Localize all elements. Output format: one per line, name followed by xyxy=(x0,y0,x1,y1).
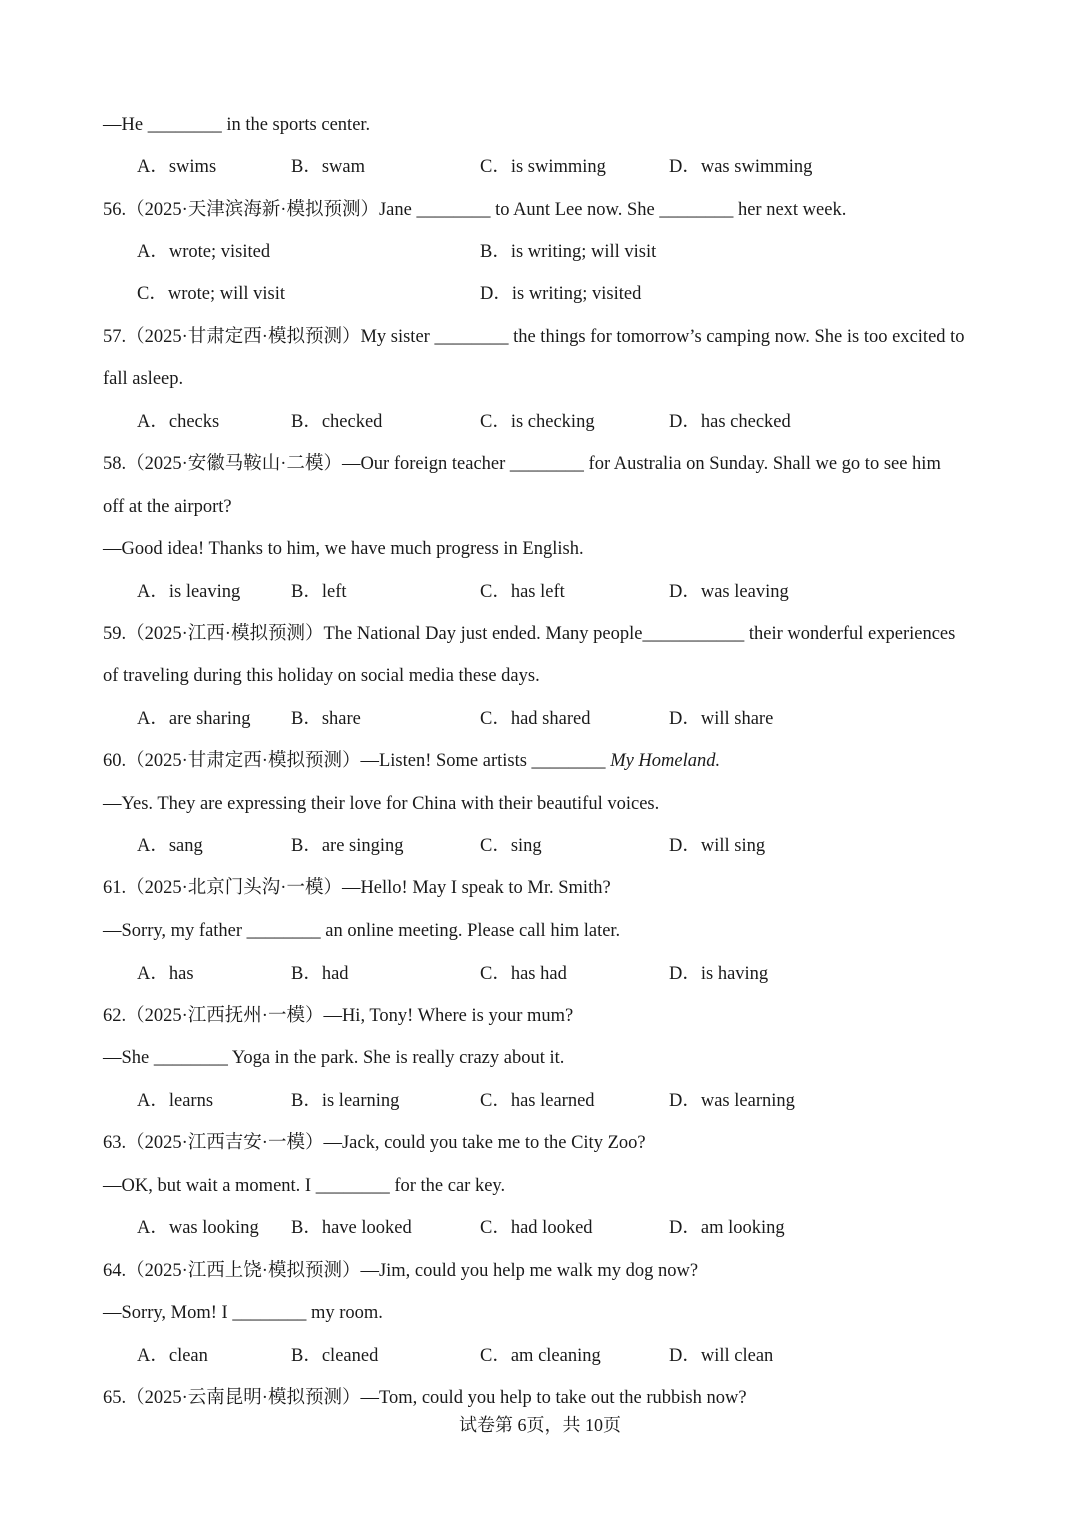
q61-stem: 61.（2025·北京门头沟·一模）—Hello! May I speak to Mr. Smith? xyxy=(103,878,611,898)
q58-option-a[interactable]: A．is leaving xyxy=(137,582,241,602)
q58-option-d[interactable]: D．was leaving xyxy=(669,582,789,602)
q63-option-c[interactable]: C．had looked xyxy=(480,1218,593,1238)
q55-option-b[interactable]: B．swam xyxy=(291,157,366,177)
q63-option-b[interactable]: B．have looked xyxy=(291,1218,412,1238)
q57-stem-cont: fall asleep. xyxy=(103,369,184,389)
q56-option-d[interactable]: D．is writing; visited xyxy=(480,284,642,304)
q57-option-a[interactable]: A．checks xyxy=(137,412,220,432)
q59-stem-cont: of traveling during this holiday on social media these days. xyxy=(103,666,540,686)
q55-option-c[interactable]: C．is swimming xyxy=(480,157,606,177)
q59-option-d[interactable]: D．will share xyxy=(669,709,774,729)
q64-option-b[interactable]: B．cleaned xyxy=(291,1346,379,1366)
q55-line: —He ________ in the sports center. xyxy=(103,115,371,135)
q57-option-b[interactable]: B．checked xyxy=(291,412,383,432)
q62-option-b[interactable]: B．is learning xyxy=(291,1091,400,1111)
q60-option-a[interactable]: A．sang xyxy=(137,836,203,856)
q63-option-a[interactable]: A．was looking xyxy=(137,1218,259,1238)
q61-option-d[interactable]: D．is having xyxy=(669,964,769,984)
q58-option-c[interactable]: C．has left xyxy=(480,582,565,602)
q57-option-d[interactable]: D．has checked xyxy=(669,412,791,432)
q63-stem: 63.（2025·江西吉安·一模）—Jack, could you take me to the City Zoo? xyxy=(103,1133,646,1153)
q59-option-b[interactable]: B．share xyxy=(291,709,361,729)
q64-stem: 64.（2025·江西上饶·模拟预测）—Jim, could you help me walk my dog now? xyxy=(103,1261,699,1281)
q61-option-a[interactable]: A．has xyxy=(137,964,194,984)
q56-option-c[interactable]: C．wrote; will visit xyxy=(137,284,286,304)
q64-option-d[interactable]: D．will clean xyxy=(669,1346,774,1366)
q58-option-b[interactable]: B．left xyxy=(291,582,347,602)
q62-stem: 62.（2025·江西抚州·一模）—Hi, Tony! Where is your mum? xyxy=(103,1006,574,1026)
q55-option-a[interactable]: A．swims xyxy=(137,157,217,177)
q64-option-c[interactable]: C．am cleaning xyxy=(480,1346,601,1366)
q59-option-c[interactable]: C．had shared xyxy=(480,709,591,729)
q62-option-d[interactable]: D．was learning xyxy=(669,1091,795,1111)
q57-stem: 57.（2025·甘肃定西·模拟预测）My sister ________ the things for tomorrow’s camping now. She is too excited to xyxy=(103,327,965,347)
q56-option-a[interactable]: A．wrote; visited xyxy=(137,242,271,262)
q64-reply: —Sorry, Mom! I ________ my room. xyxy=(103,1303,383,1323)
q60-song-title: My Homeland. xyxy=(610,751,721,771)
q55-option-d[interactable]: D．was swimming xyxy=(669,157,813,177)
q56-stem: 56.（2025·天津滨海新·模拟预测）Jane ________ to Aunt Lee now. She ________ her next week. xyxy=(103,200,847,220)
q56-option-b[interactable]: B．is writing; will visit xyxy=(480,242,657,262)
q63-option-d[interactable]: D．am looking xyxy=(669,1218,785,1238)
q60-stem xyxy=(103,748,720,774)
q58-stem: 58.（2025·安徽马鞍山·二模）—Our foreign teacher ________ for Australia on Sunday. Shall we go to see him xyxy=(103,454,941,474)
q62-option-c[interactable]: C．has learned xyxy=(480,1091,595,1111)
q60-option-d[interactable]: D．will sing xyxy=(669,836,766,856)
q60-option-c[interactable]: C．sing xyxy=(480,836,542,856)
q62-reply: —She ________ Yoga in the park. She is really crazy about it. xyxy=(103,1048,565,1068)
q59-stem: 59.（2025·江西·模拟预测）The National Day just ended. Many people___________ their wonderful experiences xyxy=(103,624,956,644)
q58-reply: —Good idea! Thanks to him, we have much progress in English. xyxy=(103,539,584,559)
q61-option-c[interactable]: C．has had xyxy=(480,964,567,984)
q58-stem-cont: off at the airport? xyxy=(103,497,232,517)
q61-reply: —Sorry, my father ________ an online meeting. Please call him later. xyxy=(103,921,621,941)
q60-reply: —Yes. They are expressing their love for China with their beautiful voices. xyxy=(103,794,660,814)
q61-option-b[interactable]: B．had xyxy=(291,964,349,984)
q63-reply: —OK, but wait a moment. I ________ for the car key. xyxy=(103,1176,506,1196)
q57-option-c[interactable]: C．is checking xyxy=(480,412,595,432)
q60-option-b[interactable]: B．are singing xyxy=(291,836,404,856)
q59-option-a[interactable]: A．are sharing xyxy=(137,709,251,729)
q65-stem: 65.（2025·云南昆明·模拟预测）—Tom, could you help to take out the rubbish now? xyxy=(103,1388,747,1408)
q62-option-a[interactable]: A．learns xyxy=(137,1091,214,1111)
q60-stem-text: 60.（2025·甘肃定西·模拟预测）—Listen! Some artists ________ xyxy=(103,751,611,771)
q64-option-a[interactable]: A．clean xyxy=(137,1346,208,1366)
page-footer: 试卷第 6页，共 10页 xyxy=(459,1415,621,1435)
